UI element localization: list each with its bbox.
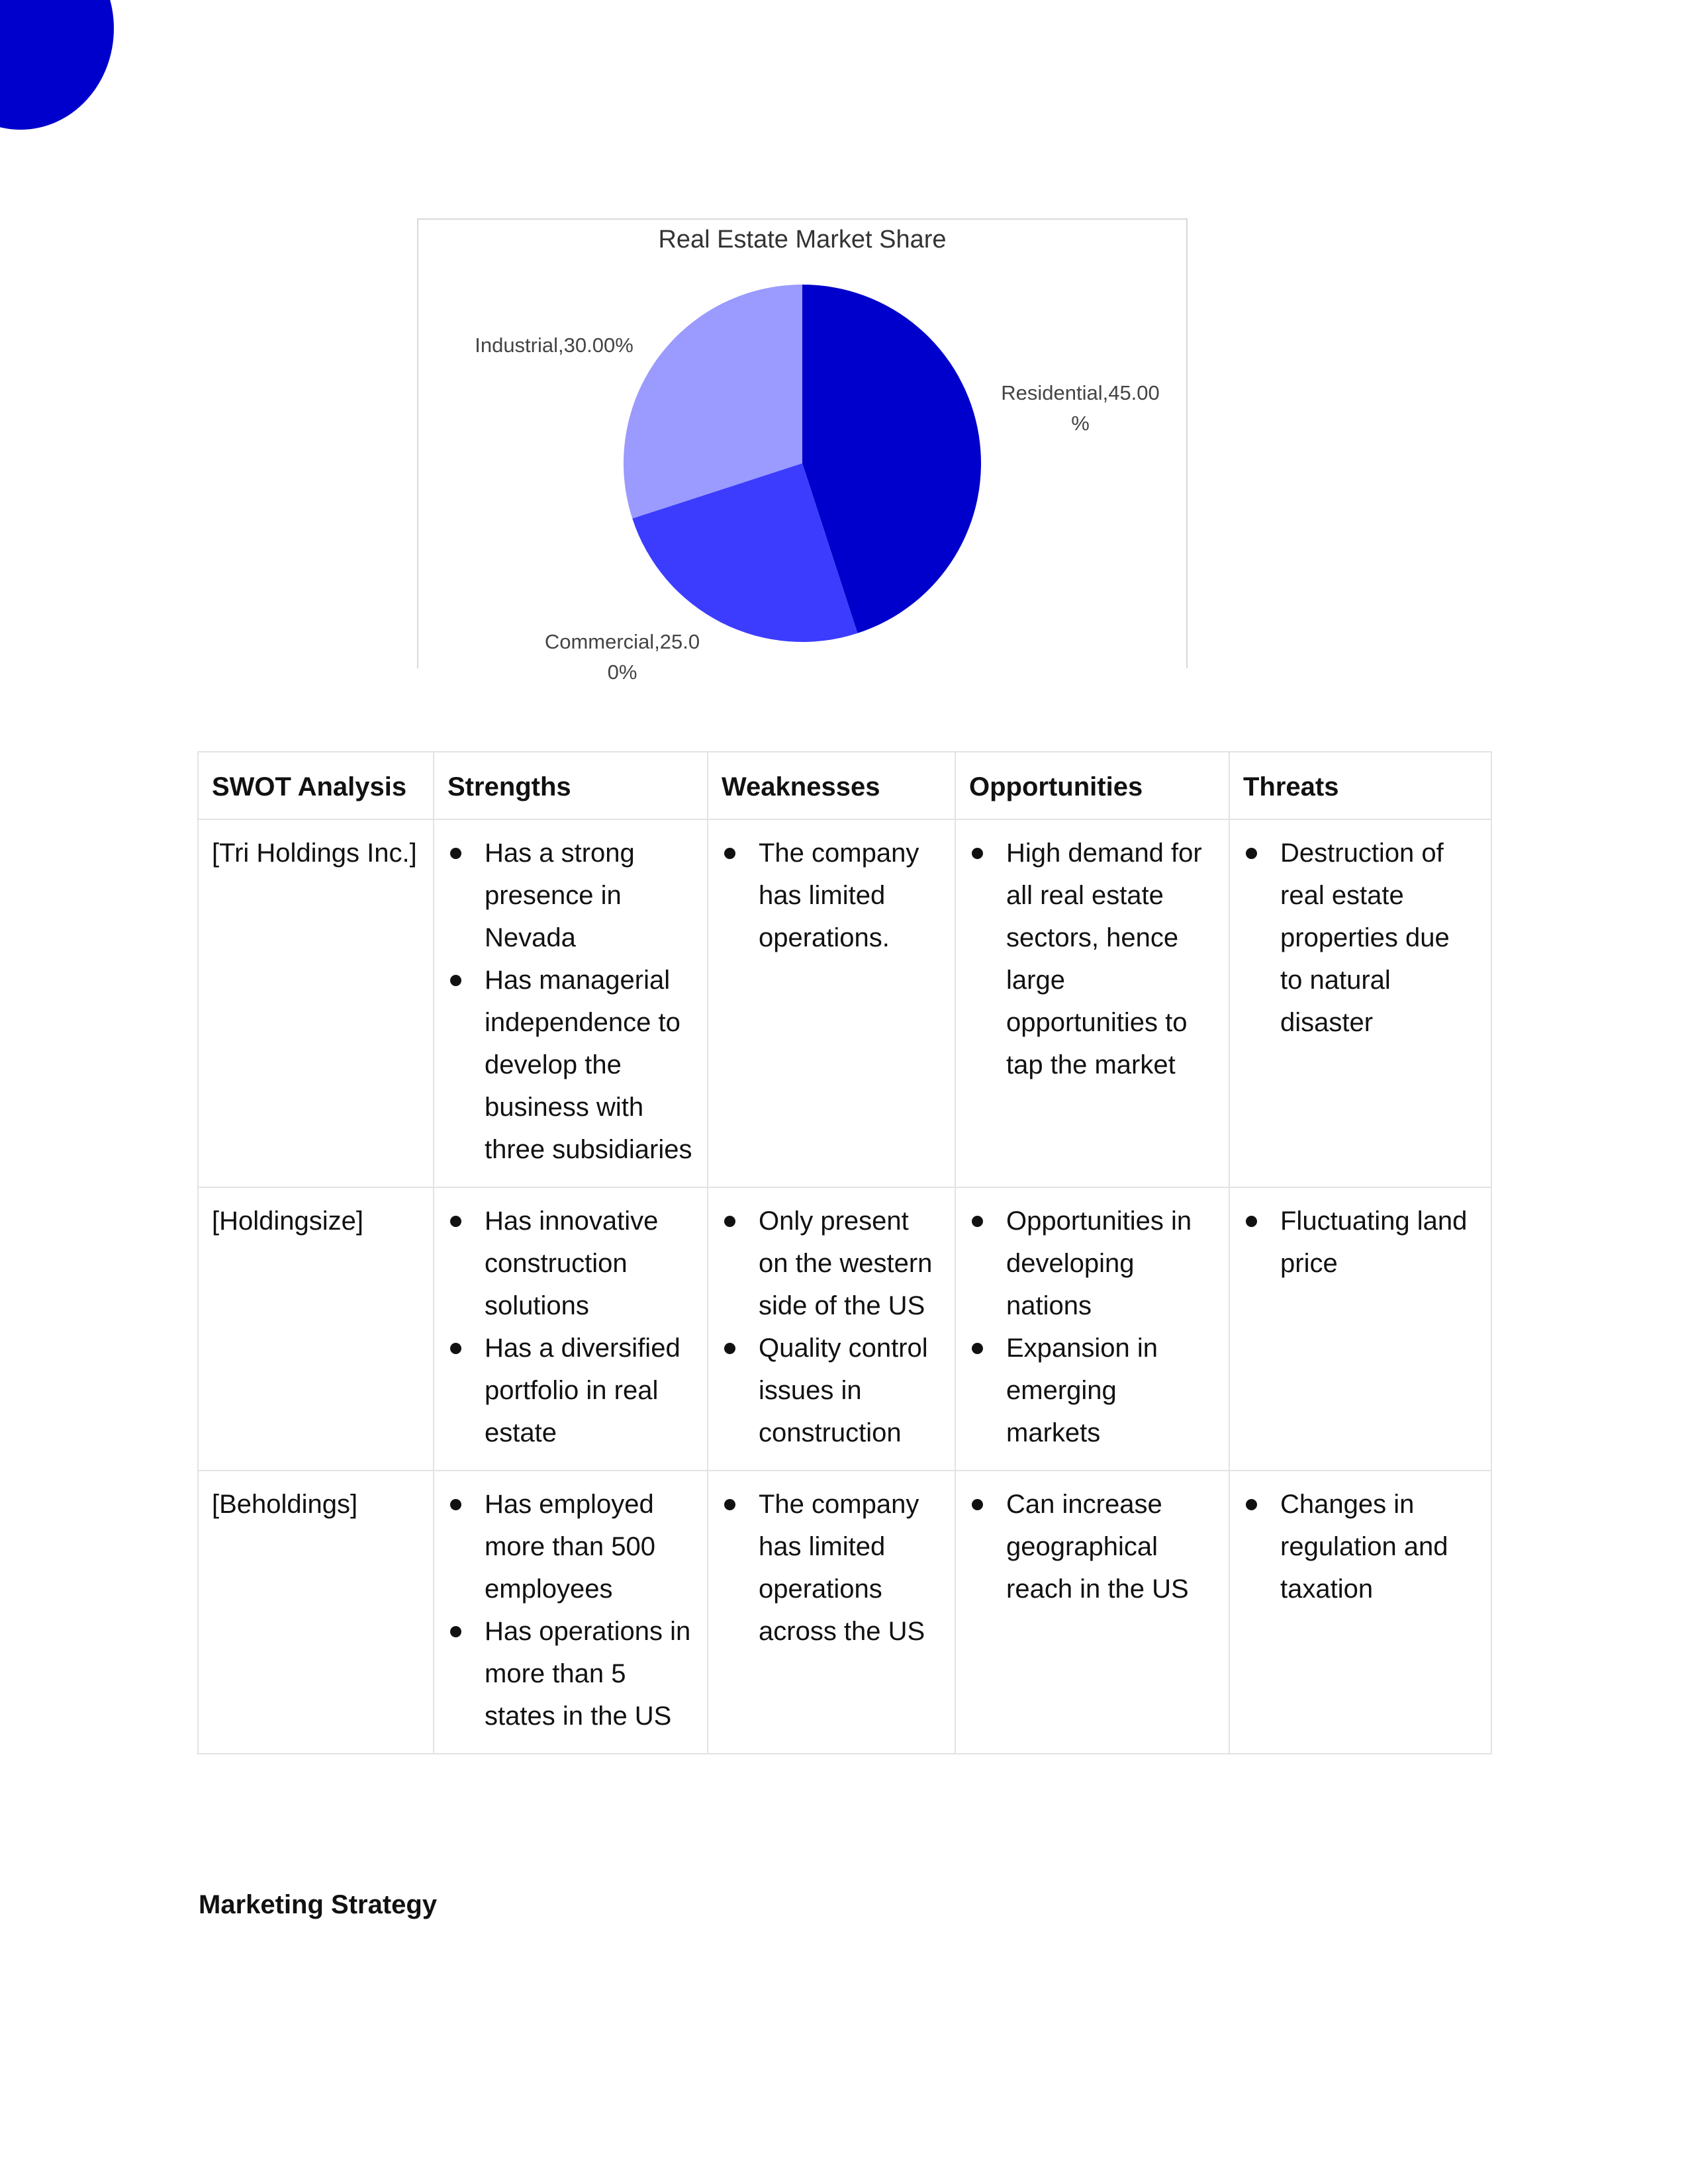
section-heading-marketing-strategy: Marketing Strategy (199, 1890, 438, 1919)
list-item: The company has limited operations. (722, 832, 943, 959)
list-item: Has a diversified portfolio in real estate (447, 1327, 695, 1454)
list-item: Has employed more than 500 employees (447, 1483, 695, 1610)
threats-cell (1229, 819, 1491, 1187)
slice-label-commercial: Commercial,25.0 0% (544, 630, 700, 684)
list-item: Opportunities in developing nations (969, 1200, 1217, 1327)
table-row (198, 819, 1491, 1187)
header-strengths: Strengths (434, 752, 708, 819)
slice-label-residential: Residential,45.00 % (1001, 381, 1160, 435)
swot-header-row (198, 752, 1491, 819)
company-name: [Tri Holdings Inc.] (198, 819, 434, 1187)
weaknesses-cell (708, 819, 955, 1187)
opportunities-cell (955, 1471, 1229, 1754)
threats-cell (1229, 1187, 1491, 1471)
opportunities-cell (955, 819, 1229, 1187)
list-item: Can increase geographical reach in the US (969, 1483, 1217, 1610)
strengths-cell (434, 1187, 708, 1471)
threats-cell (1229, 1471, 1491, 1754)
company-name: [Beholdings] (198, 1471, 434, 1754)
opportunities-cell (955, 1187, 1229, 1471)
table-row (198, 1187, 1491, 1471)
chart-title: Real Estate Market Share (658, 226, 947, 253)
header-threats: Threats (1229, 752, 1491, 819)
swot-table (197, 751, 1492, 1754)
header-opportunities: Opportunities (955, 752, 1229, 819)
list-item: High demand for all real estate sectors, hence large opportunities to tap the market (969, 832, 1217, 1086)
list-item: Has a strong presence in Nevada (447, 832, 695, 959)
company-name: [Holdingsize] (198, 1187, 434, 1471)
pie-chart (417, 218, 1188, 684)
list-item: The company has limited operations across the US (722, 1483, 943, 1653)
strengths-cell (434, 1471, 708, 1754)
list-item: Fluctuating land price (1243, 1200, 1479, 1285)
list-item: Destruction of real estate properties due to natural disaster (1243, 832, 1479, 1044)
list-item: Has operations in more than 5 states in the US (447, 1610, 695, 1737)
list-item: Has innovative construction solutions (447, 1200, 695, 1327)
weaknesses-cell (708, 1471, 955, 1754)
list-item: Expansion in emerging markets (969, 1327, 1217, 1454)
list-item: Only present on the western side of the US (722, 1200, 943, 1327)
table-row (198, 1471, 1491, 1754)
slice-label-industrial: Industrial,30.00% (475, 334, 633, 357)
weaknesses-cell (708, 1187, 955, 1471)
header-swot-analysis: SWOT Analysis (198, 752, 434, 819)
decorative-corner-circle (0, 0, 114, 130)
pie-chart-canvas (418, 220, 1186, 684)
header-weaknesses: Weaknesses (708, 752, 955, 819)
list-item: Changes in regulation and taxation (1243, 1483, 1479, 1610)
list-item: Has managerial independence to develop the business with three subsidiaries (447, 959, 695, 1171)
strengths-cell (434, 819, 708, 1187)
list-item: Quality control issues in construction (722, 1327, 943, 1454)
